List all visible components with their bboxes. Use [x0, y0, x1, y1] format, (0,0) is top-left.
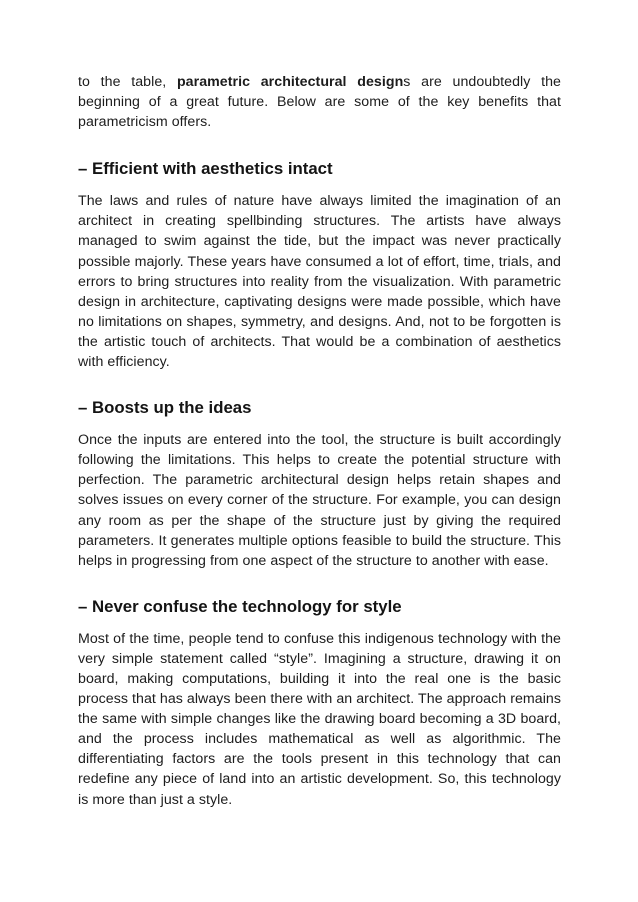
section-heading-style: – Never confuse the technology for style: [78, 596, 402, 616]
section-body-efficient: The laws and rules of nature have always limited the imagination of an architect in creating spellbinding structures. The artists have always managed to swim against the tide, but the impact was never practically possible majorly. These years have consumed a lot of effort, time, trials, and errors to bring structures into reality from the visualization. With parametric design in architecture, captivating designs were made possible, which have no limitations on shapes, symmetry, and designs. And, not to be forgotten is the artistic touch of architects. That would be a combination of aesthetics with efficiency.: [78, 193, 561, 371]
intro-text-start: to the table,: [78, 74, 177, 90]
section-heading-efficient: – Efficient with aesthetics intact: [78, 159, 333, 179]
section-heading-boosts: – Boosts up the ideas: [78, 398, 252, 418]
intro-bold-term: parametric architectural design: [176, 74, 404, 90]
document-page: [78, 72, 561, 810]
intro-paragraph: [78, 72, 561, 132]
section-body-style: Most of the time, people tend to confuse this indigenous technology with the very simple statement called “style”. Imagining a structure, drawing it on board, making computations, building it into the real one is the basic process that has always been there with an architect. The approach remains the same with simple changes like the drawing board becoming a 3D board, and the process includes mathematical as well as algorithmic. The differentiating factors are the tools present in this technology that can redefine any piece of land into an artistic development. So, this technology is more than just a style.: [78, 630, 561, 808]
intro-text-end: s are undoubtedly the beginning of a great future. Below are some of the key benefits that parametricism offers.: [78, 74, 561, 131]
section-body-boosts: Once the inputs are entered into the tool, the structure is built accordingly following the limitations. This helps to create the potential structure with perfection. The parametric architectural design helps retain shapes and solves issues on every corner of the structure. For example, you can design any room as per the shape of the structure just by giving the required parameters. It generates multiple options feasible to build the structure. This helps in progressing from one aspect of the structure to another with ease.: [78, 432, 561, 569]
